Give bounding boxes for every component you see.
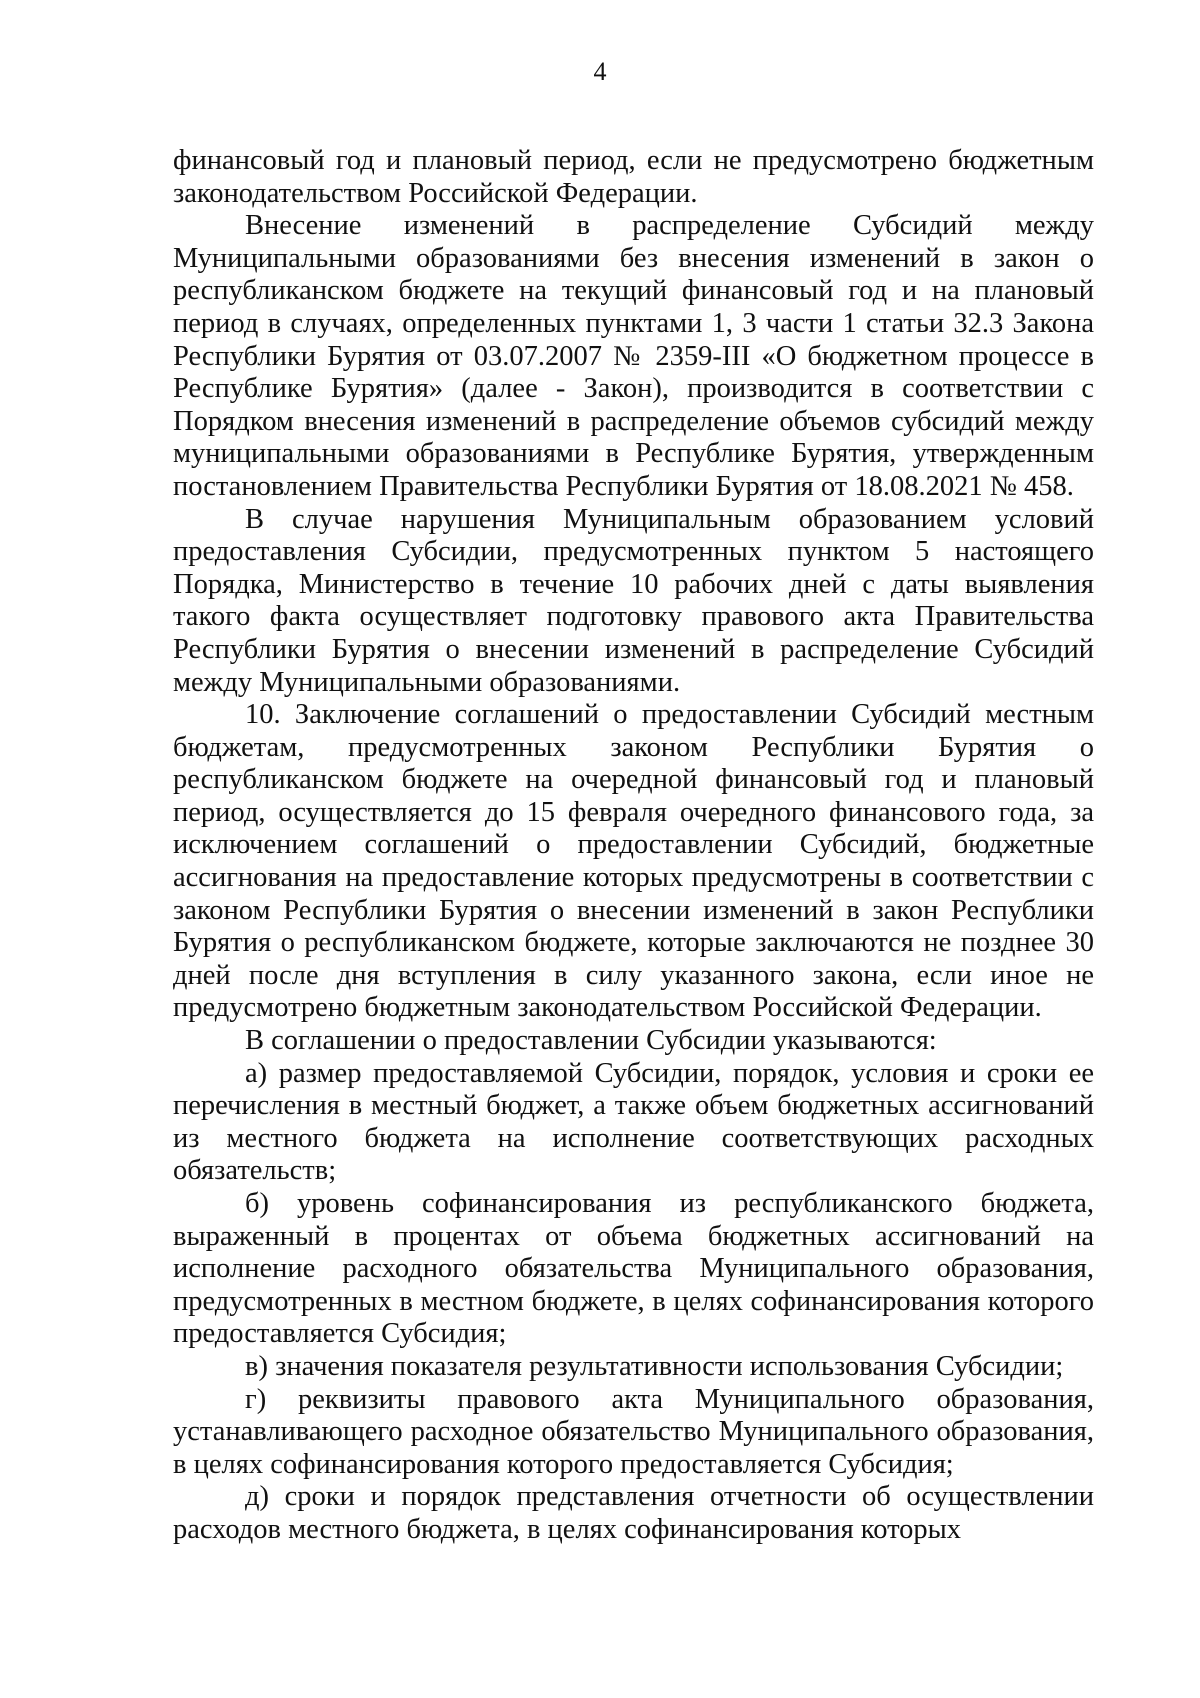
- paragraph-continuation: финансовый год и плановый период, если не предусмотрено бюджетным законодательством Российской Федерации.: [173, 145, 1094, 209]
- paragraph-item-g: г) реквизиты правового акта Муниципального образования, устанавливающего расходное обязательство Муниципального образования, в целях софинансирования которого предоставляется Субсидия;: [173, 1383, 1094, 1480]
- paragraph-item-d: д) сроки и порядок представления отчетности об осуществлении расходов местного бюджета, в целях софинансирования которых: [173, 1481, 1094, 1545]
- paragraph-subsidy-changes: Внесение изменений в распределение Субсидий между Муниципальными образованиями без внесения изменений в закон о республиканском бюджете на текущий финансовый год и на плановый период в случаях, определенных пунктами 1, 3 части 1 статьи 32.3 Закона Республики Бурятия от 03.07.2007 № 2359-III «О бюджетном процессе в Республике Бурятия» (далее - Закон), производится в соответствии с Порядком внесения изменений в распределение объемов субсидий между муниципальными образованиями в Республике Бурятия, утвержденным постановлением Правительства Республики Бурятия от 18.08.2021 № 458.: [173, 210, 1094, 502]
- paragraph-item-v: в) значения показателя результативности использования Субсидии;: [245, 1350, 1064, 1382]
- paragraph-agreement-intro: В соглашении о предоставлении Субсидии указываются:: [245, 1025, 937, 1057]
- paragraph-violation: В случае нарушения Муниципальным образованием условий предоставления Субсидии, предусмотренных пунктом 5 настоящего Порядка, Министерство в течение 10 рабочих дней с даты выявления такого факта осуществляет подготовку правового акта Правительства Республики Бурятия о внесении изменений в распределение Субсидий между Муниципальными образованиями.: [173, 503, 1094, 698]
- document-body: [173, 145, 1094, 1547]
- paragraph-item-a: а) размер предоставляемой Субсидии, порядок, условия и сроки ее перечисления в местный бюджет, а также объем бюджетных ассигнований из местного бюджета на исполнение соответствующих расходных обязательств;: [173, 1057, 1094, 1187]
- paragraph-item-b: б) уровень софинансирования из республиканского бюджета, выраженный в процентах от объема бюджетных ассигнований на исполнение расходного обязательства Муниципального образования, предусмотренных в местном бюджете, в целях софинансирования которого предоставляется Субсидия;: [173, 1188, 1094, 1350]
- page-number: 4: [593, 57, 607, 86]
- paragraph-item-10: 10. Заключение соглашений о предоставлении Субсидий местным бюджетам, предусмотренных законом Республики Бурятия о республиканском бюджете на очередной финансовый год и плановый период, осуществляется до 15 февраля очередного финансового года, за исключением соглашений о предоставлении Субсидий, бюджетные ассигнования на предоставление которых предусмотрены в соответствии с законом Республики Бурятия о внесении изменений в закон Республики Бурятия о республиканском бюджете, которые заключаются не позднее 30 дней после дня вступления в силу указанного закона, если иное не предусмотрено бюджетным законодательством Российской Федерации.: [173, 699, 1094, 1024]
